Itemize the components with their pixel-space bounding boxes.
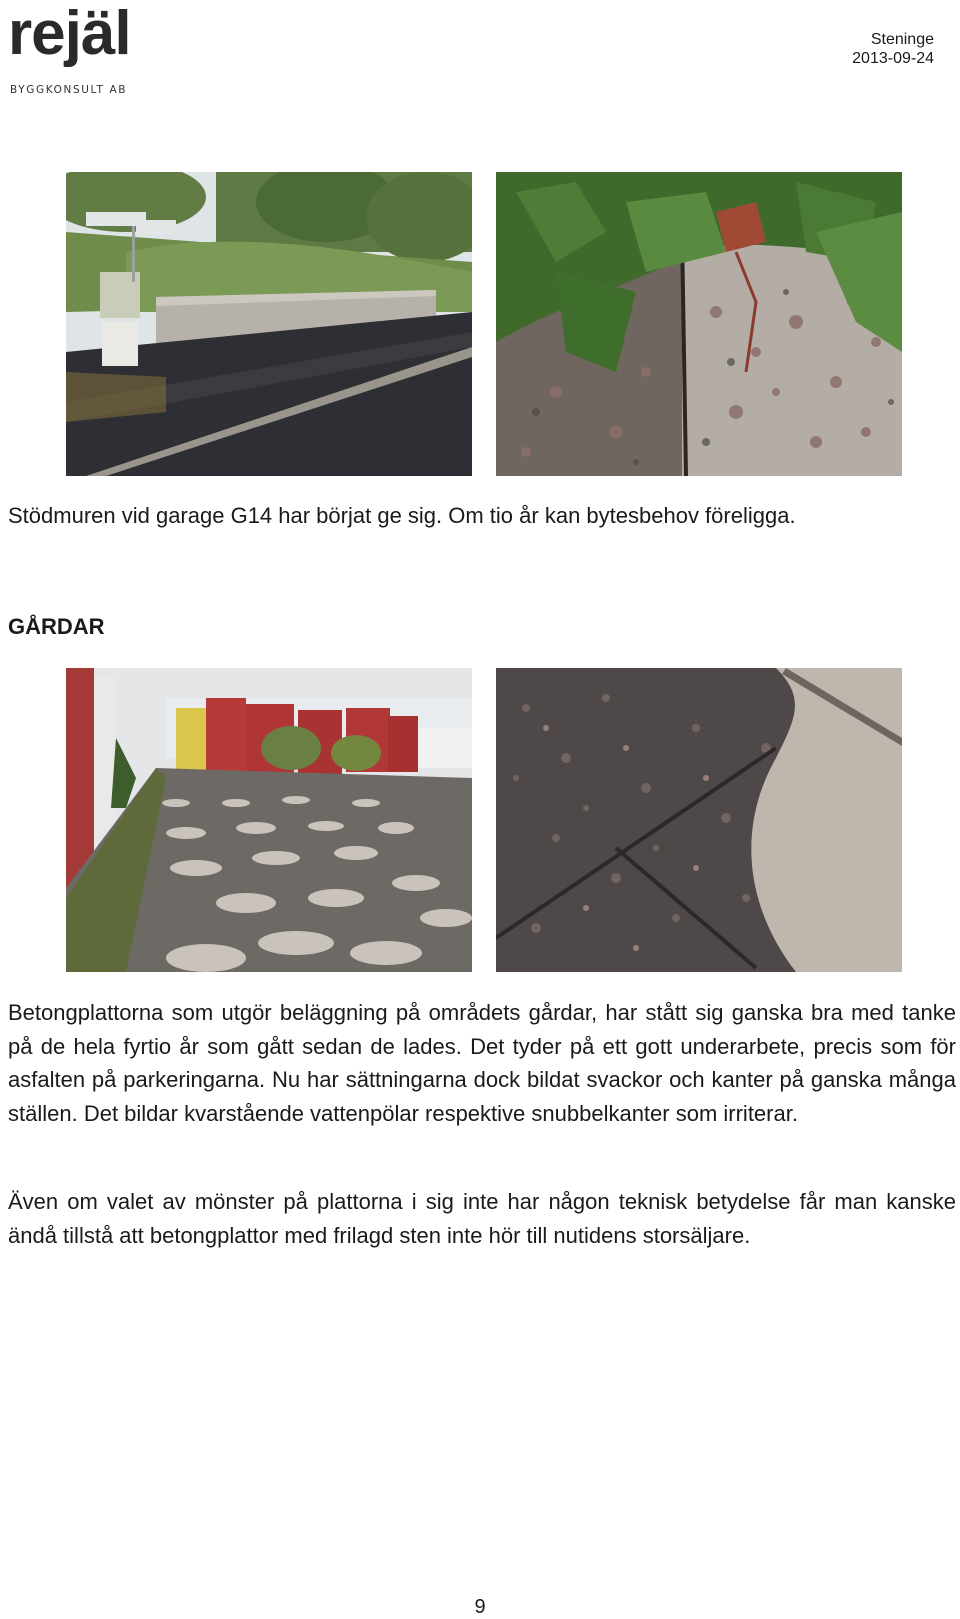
location-label: Steninge [870,31,934,48]
company-logo [6,0,146,96]
paving-closeup-photo [496,668,902,972]
logo-subtitle: BYGGKONSULT AB [10,84,128,96]
paragraph-pattern-note: Även om valet av mönster på plattorna i sig inte har någon teknisk betydelse får man kanske ändå tillstå att betongplattor med frilagd sten inte hör till nutidens storsäljare. [8,1189,956,1248]
paragraph-courtyards: Betongplattorna som utgör beläggning på områdets gårdar, har stått sig ganska bra med tanke på de hela fyrtio år som gått sedan de lades. Det tyder på ett gott underarbete, precis som för asfalten på parkeringarna. Nu har sättningarna dock bildat svackor och kanter på ganska många ställen. Det bildar kvarstående vattenpölar respektive snubbelkanter som irriterar. [8,1000,956,1126]
logo-wordmark: rejäl [8,0,131,68]
courtyard-paving-photo [66,668,472,972]
date-label: 2013-09-24 [852,50,934,67]
wall-crack-closeup-photo [496,172,902,476]
photo-caption: Stödmuren vid garage G14 har börjat ge sig. Om tio år kan bytesbehov föreligga. [8,503,796,528]
section-heading: GÅRDAR [8,614,105,639]
page-number: 9 [474,1596,486,1618]
document-header-info [852,30,934,68]
retaining-wall-photo [66,172,472,476]
